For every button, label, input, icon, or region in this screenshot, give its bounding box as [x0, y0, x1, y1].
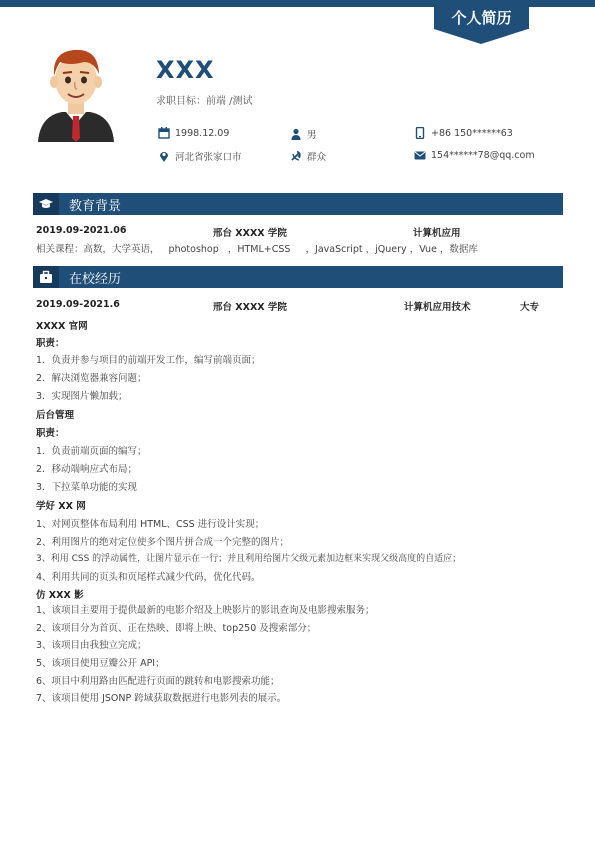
- duty-label: 职责：: [36, 338, 65, 349]
- education-period: 2019.09-2021.06: [36, 225, 127, 236]
- list-item: 2．移动端响应式布局；: [36, 464, 138, 475]
- list-item: 7、该项目使用 JSONP 跨域获取数据进行电影列表的展示。: [36, 693, 287, 704]
- campus-title: 在校经历: [69, 272, 122, 287]
- party-emblem-icon: [290, 150, 302, 162]
- list-item: 2、该项目分为首页、正在热映、即将上映、top250 及搜索部分；: [36, 623, 317, 634]
- campus-major: 计算机应用技术: [404, 302, 471, 313]
- location-pin-icon: [158, 150, 170, 162]
- top-bar: [0, 0, 595, 7]
- list-item: 1、对网页整体布局利用 HTML、CSS 进行设计实现；: [36, 519, 265, 530]
- campus-period: 2019.09-2021.6: [36, 299, 120, 310]
- list-item: 2．解决浏览器兼容问题；: [36, 373, 147, 384]
- list-item: 3．实现图片懒加载；: [36, 391, 128, 402]
- list-item: 1．负责前端页面的编写；: [36, 446, 147, 457]
- project-title: 仿 XXX 影: [36, 590, 84, 601]
- list-item: 5、该项目使用豆瓣公开 API；: [36, 658, 165, 669]
- person-icon: [290, 128, 302, 140]
- list-item: 3．下拉菜单功能的实现: [36, 482, 138, 493]
- birth-info: [158, 127, 229, 139]
- project-title: 后台管理: [36, 410, 75, 421]
- avatar: [34, 42, 118, 142]
- political-status: 群众: [307, 152, 327, 163]
- campus-section-header: [33, 266, 563, 288]
- job-objective: 求职目标：前端 /测试: [156, 96, 253, 107]
- project-title: XXXX 官网: [36, 321, 88, 332]
- briefcase-icon: [39, 270, 53, 284]
- list-item: 4、利用共同的页头和页尾样式减少代码，优化代码。: [36, 572, 261, 583]
- list-item: 3、利用 CSS 的浮动属性，让图片显示在一行；并且利用给图片父级元素加边框来实现父级高度的自适应；: [36, 554, 462, 564]
- education-school: 邢台 XXXX 学院: [213, 228, 287, 239]
- location: 河北省张家口市: [175, 152, 242, 163]
- graduation-cap-icon: [39, 197, 53, 211]
- campus-degree: 大专: [520, 302, 540, 313]
- education-section-header: [33, 193, 563, 215]
- list-item: 1．负责并参与项目的前端开发工作，编写前端页面；: [36, 355, 261, 366]
- candidate-name: XXX: [156, 56, 215, 84]
- politics-info: [290, 149, 326, 163]
- phone-number: +86 150******63: [431, 127, 513, 139]
- resume-badge: 个人简历: [434, 7, 529, 29]
- email-info: [414, 149, 535, 161]
- email-icon: [414, 149, 426, 161]
- email-address: 154******78@qq.com: [431, 149, 535, 161]
- list-item: 1、该项目主要用于提供最新的电影介绍及上映影片的影讯查询及电影搜索服务；: [36, 605, 375, 616]
- birth-date: 1998.12.09: [175, 127, 230, 139]
- campus-school: 邢台 XXXX 学院: [213, 302, 287, 313]
- list-item: 3、该项目由我独立完成；: [36, 640, 147, 651]
- phone-icon: [414, 127, 426, 139]
- education-title: 教育背景: [69, 199, 122, 214]
- gender: 男: [307, 130, 317, 141]
- list-item: 6、项目中利用路由匹配进行页面的跳转和电影搜索功能；: [36, 676, 280, 687]
- education-courses: 相关课程：高数，大学英语， photoshop ，HTML+CSS ，JavaScript ，jQuery ，Vue ，数据库: [36, 244, 478, 255]
- gender-info: [290, 127, 317, 141]
- resume-badge-tail: [434, 29, 528, 44]
- calendar-icon: [158, 127, 170, 139]
- location-info: [158, 149, 242, 163]
- duty-label: 职责：: [36, 428, 65, 439]
- list-item: 2、利用图片的绝对定位使多个图片拼合成一个完整的图片；: [36, 537, 290, 548]
- phone-info: [414, 127, 513, 139]
- education-major: 计算机应用: [413, 228, 461, 239]
- project-title: 学好 XX 网: [36, 501, 86, 512]
